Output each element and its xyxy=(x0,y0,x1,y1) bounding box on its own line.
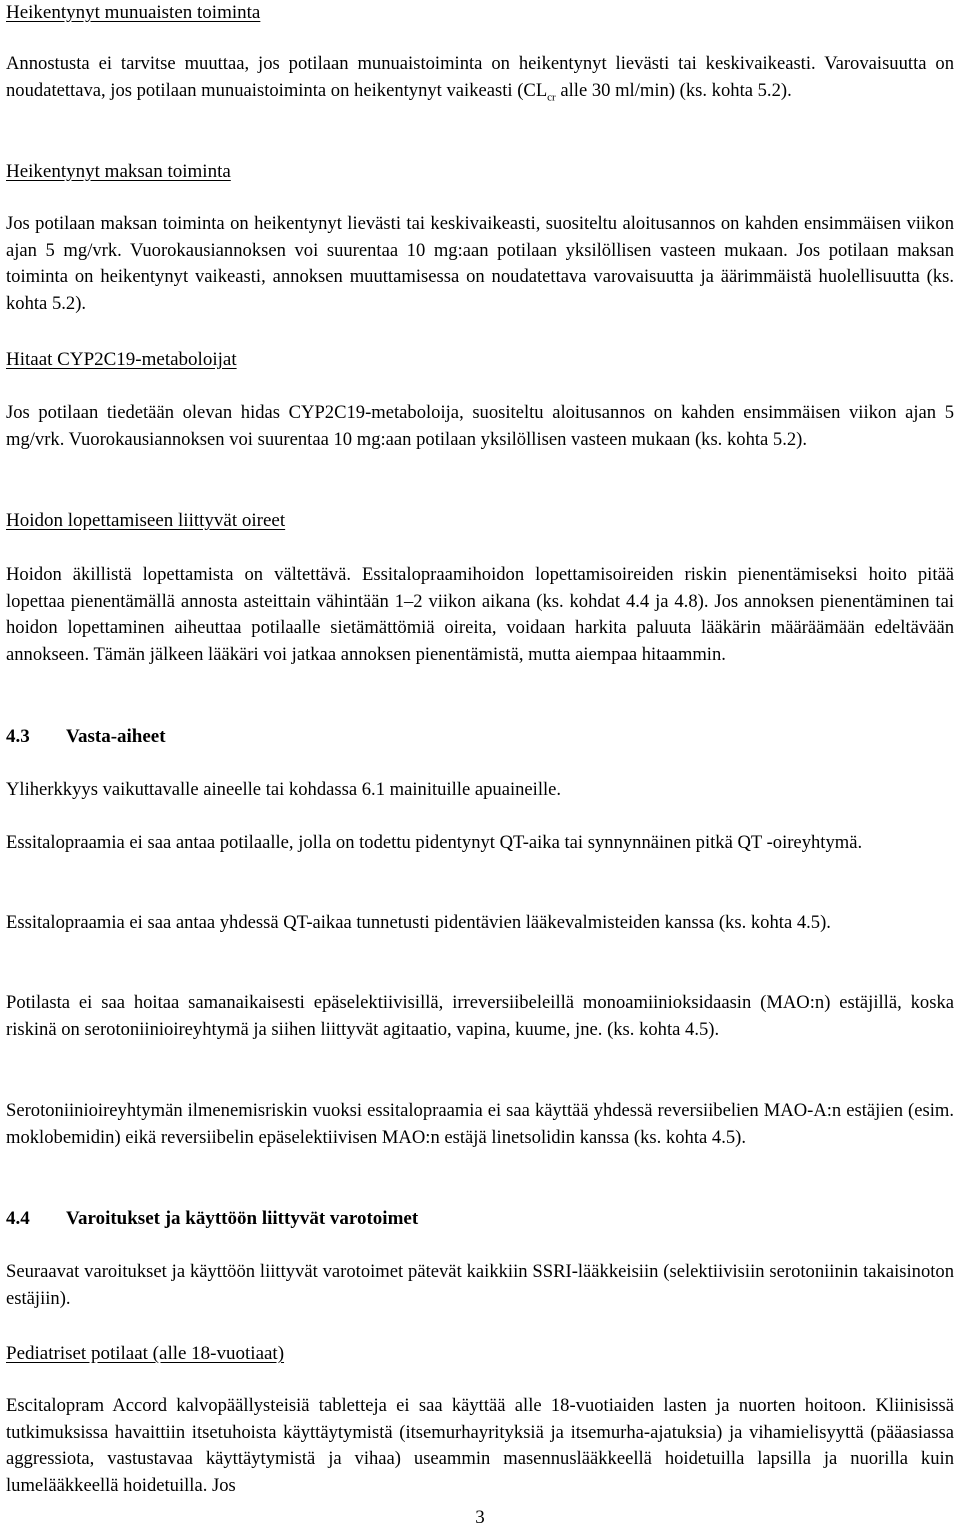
renal-paragraph-part-b: alle 30 ml/min) (ks. kohta 5.2). xyxy=(555,79,792,101)
withdrawal-heading: Hoidon lopettamiseen liittyvät oireet xyxy=(6,510,286,531)
cyp-paragraph: Jos potilaan tiedetään olevan hidas CYP2C19-metaboloija, suositeltu aloitusannos on kahden ensimmäisen viikon ajan 5 mg/vrk. Vuorokausiannoksen voi suurentaa 10 mg:aan potilaan yksilöllisen vasteen mukaan (ks. kohta 5.2). xyxy=(6,402,954,450)
renal-paragraph-part-a: Annostusta ei tarvitse muuttaa, jos potilaan munuaistoiminta on heikentynyt lievästi tai keskivaikeasti. Varovaisuutta on noudatettava, jos potilaan munuaistoiminta on heikentynyt vaikeasti (CL xyxy=(6,53,954,101)
pediatric-paragraph: Escitalopram Accord kalvopäällysteisiä tabletteja ei saa käyttää alle 18-vuotiaiden lasten ja nuorten hoitoon. Kliinisissä tutkimuksissa havaittiin itsetuhoista käyttäytymistä (itsemurhayrityksiä ja itsemurha-ajatuksia) ja vihamielisyyttä (pääasiassa aggressiota, vastustavaa käyttäytymistä ja vihaa) useammin masennuslääkkeellä hoidetuilla lapsilla ja nuorilla kuin lumelääkkeellä hoidetuilla. Jos xyxy=(6,1395,954,1496)
section-4-4-label: Varoitukset ja käyttöön liittyvät varotoimet xyxy=(66,1208,419,1229)
withdrawal-paragraph: Hoidon äkillistä lopettamista on vältettävä. Essitalopraamihoidon lopettamisoireiden riskin pienentämiseksi hoito pitää lopettaa pienentämällä annosta asteittain vähintään 1–2 viikon aikana (ks. kohdat 4.4 ja 4.8). Jos annoksen pienentäminen tai hoidon lopettaminen aiheuttaa potilaalle sietämättömiä oireita, voidaan harkita paluuta lääkärin määräämään edeltävään annokseen. Tämän jälkeen lääkäri voi jatkaa annoksen pienentämistä, mutta aiempaa hitaammin. xyxy=(6,564,954,665)
warnings-paragraph-1: Seuraavat varoitukset ja käyttöön liittyvät varotoimet pätevät kaikkiin SSRI-lääkkeisiin (selektiivisiin serotoniinin takaisinoton estäjiin). xyxy=(6,1261,954,1309)
renal-paragraph-subscript: cr xyxy=(547,91,556,104)
contra-paragraph-2: Essitalopraamia ei saa antaa potilaalle, jolla on todettu pidentynyt QT-aika tai synnynnäinen pitkä QT -oireyhtymä. xyxy=(6,832,863,853)
contra-paragraph-4: Potilasta ei saa hoitaa samanaikaisesti epäselektiivisillä, irreversiibeleillä monoamiinioksidaasin (MAO:n) estäjillä, koska riskinä on serotoniinioireyhtymä ja siihen liittyvät agitaatio, vapina, kuume, jne. (ks. kohta 4.5). xyxy=(6,992,954,1040)
renal-paragraph xyxy=(6,51,954,104)
contra-paragraph-5: Serotoniinioireyhtymän ilmenemisriskin vuoksi essitalopraamia ei saa käyttää yhdessä reversiibelien MAO-A:n estäjien (esim. moklobemidin) eikä reversiibelin epäselektiivisen MAO:n estäjä linetsolidin kanssa (ks. kohta 4.5). xyxy=(6,1100,954,1148)
contra-paragraph-3: Essitalopraamia ei saa antaa yhdessä QT-aikaa tunnetusti pidentävien lääkevalmisteiden kanssa (ks. kohta 4.5). xyxy=(6,912,831,933)
section-4-4-title xyxy=(6,1206,954,1232)
contra-paragraph-1: Yliherkkyys vaikuttavalle aineelle tai kohdassa 6.1 mainituille apuaineille. xyxy=(6,779,562,800)
pediatric-heading: Pediatriset potilaat (alle 18-vuotiaat) xyxy=(6,1343,285,1364)
section-4-4-number: 4.4 xyxy=(6,1208,30,1229)
section-4-3-title xyxy=(6,724,954,750)
hepatic-paragraph: Jos potilaan maksan toiminta on heikentynyt lievästi tai keskivaikeasti, suositeltu aloitusannos on kahden ensimmäisen viikon ajan 5 mg/vrk. Vuorokausiannoksen voi suurentaa 10 mg:aan potilaan yksilöllisen vasteen mukaan. Jos potilaan maksan toiminta on heikentynyt vaikeasti, annoksen muuttamisessa on noudatettava varovaisuutta ja äärimmäistä huolellisuutta (ks. kohta 5.2). xyxy=(6,213,954,314)
section-4-3-number: 4.3 xyxy=(6,726,30,747)
page-number: 3 xyxy=(475,1507,485,1528)
section-4-3-label: Vasta-aiheet xyxy=(66,726,166,747)
renal-heading: Heikentynyt munuaisten toiminta xyxy=(6,2,261,23)
hepatic-heading: Heikentynyt maksan toiminta xyxy=(6,161,231,182)
cyp-heading: Hitaat CYP2C19-metaboloijat xyxy=(6,349,237,370)
